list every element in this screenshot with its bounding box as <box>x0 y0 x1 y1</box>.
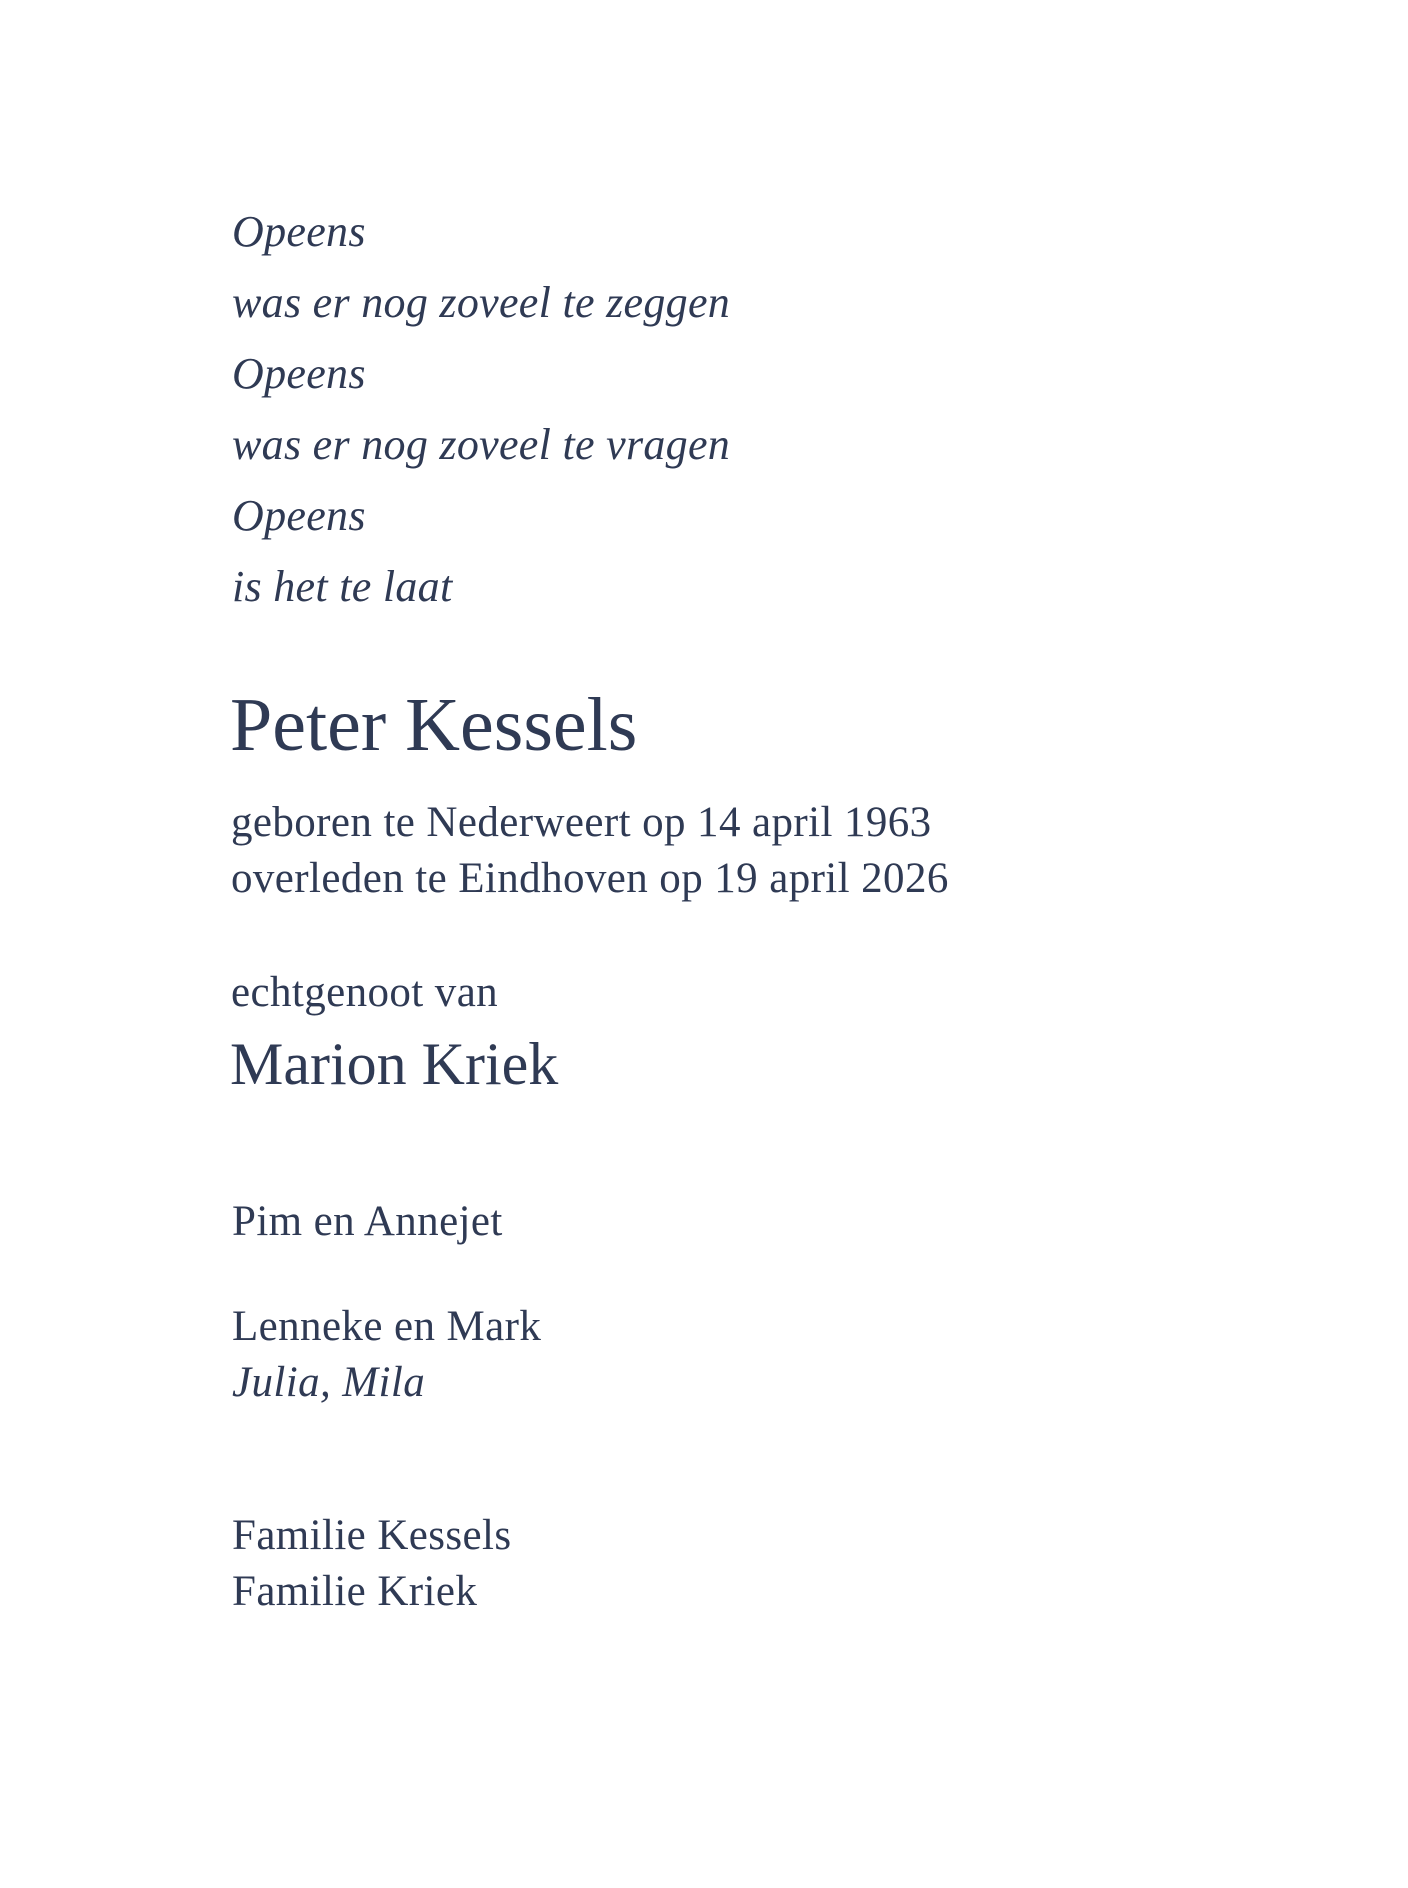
poem <box>232 196 730 622</box>
child-couple: Pim en Annejet <box>232 1198 503 1245</box>
poem-line: was er nog zoveel te zeggen <box>232 278 731 327</box>
spouse-label: echtgenoot van <box>231 969 499 1016</box>
poem-line: Opeens <box>232 491 366 540</box>
poem-line: Opeens <box>232 349 366 398</box>
family-child-2 <box>232 1299 541 1411</box>
death-line: overleden te Eindhoven op 19 april 2026 <box>231 855 949 902</box>
family-kriek: Familie Kriek <box>232 1568 478 1615</box>
family-child-1 <box>232 1194 503 1250</box>
spouse-name: Marion Kriek <box>230 1031 559 1097</box>
extended-family <box>232 1508 512 1620</box>
poem-line: Opeens <box>232 207 366 256</box>
poem-line: is het te laat <box>232 562 453 611</box>
grandchildren: Julia, Mila <box>232 1359 426 1406</box>
child-couple: Lenneke en Mark <box>232 1303 542 1350</box>
deceased-name: Peter Kessels <box>230 683 638 767</box>
birth-line: geboren te Nederweert op 14 april 1963 <box>231 799 932 846</box>
poem-line: was er nog zoveel te vragen <box>232 420 731 469</box>
family-kessels: Familie Kessels <box>232 1512 512 1559</box>
life-dates <box>231 795 949 907</box>
